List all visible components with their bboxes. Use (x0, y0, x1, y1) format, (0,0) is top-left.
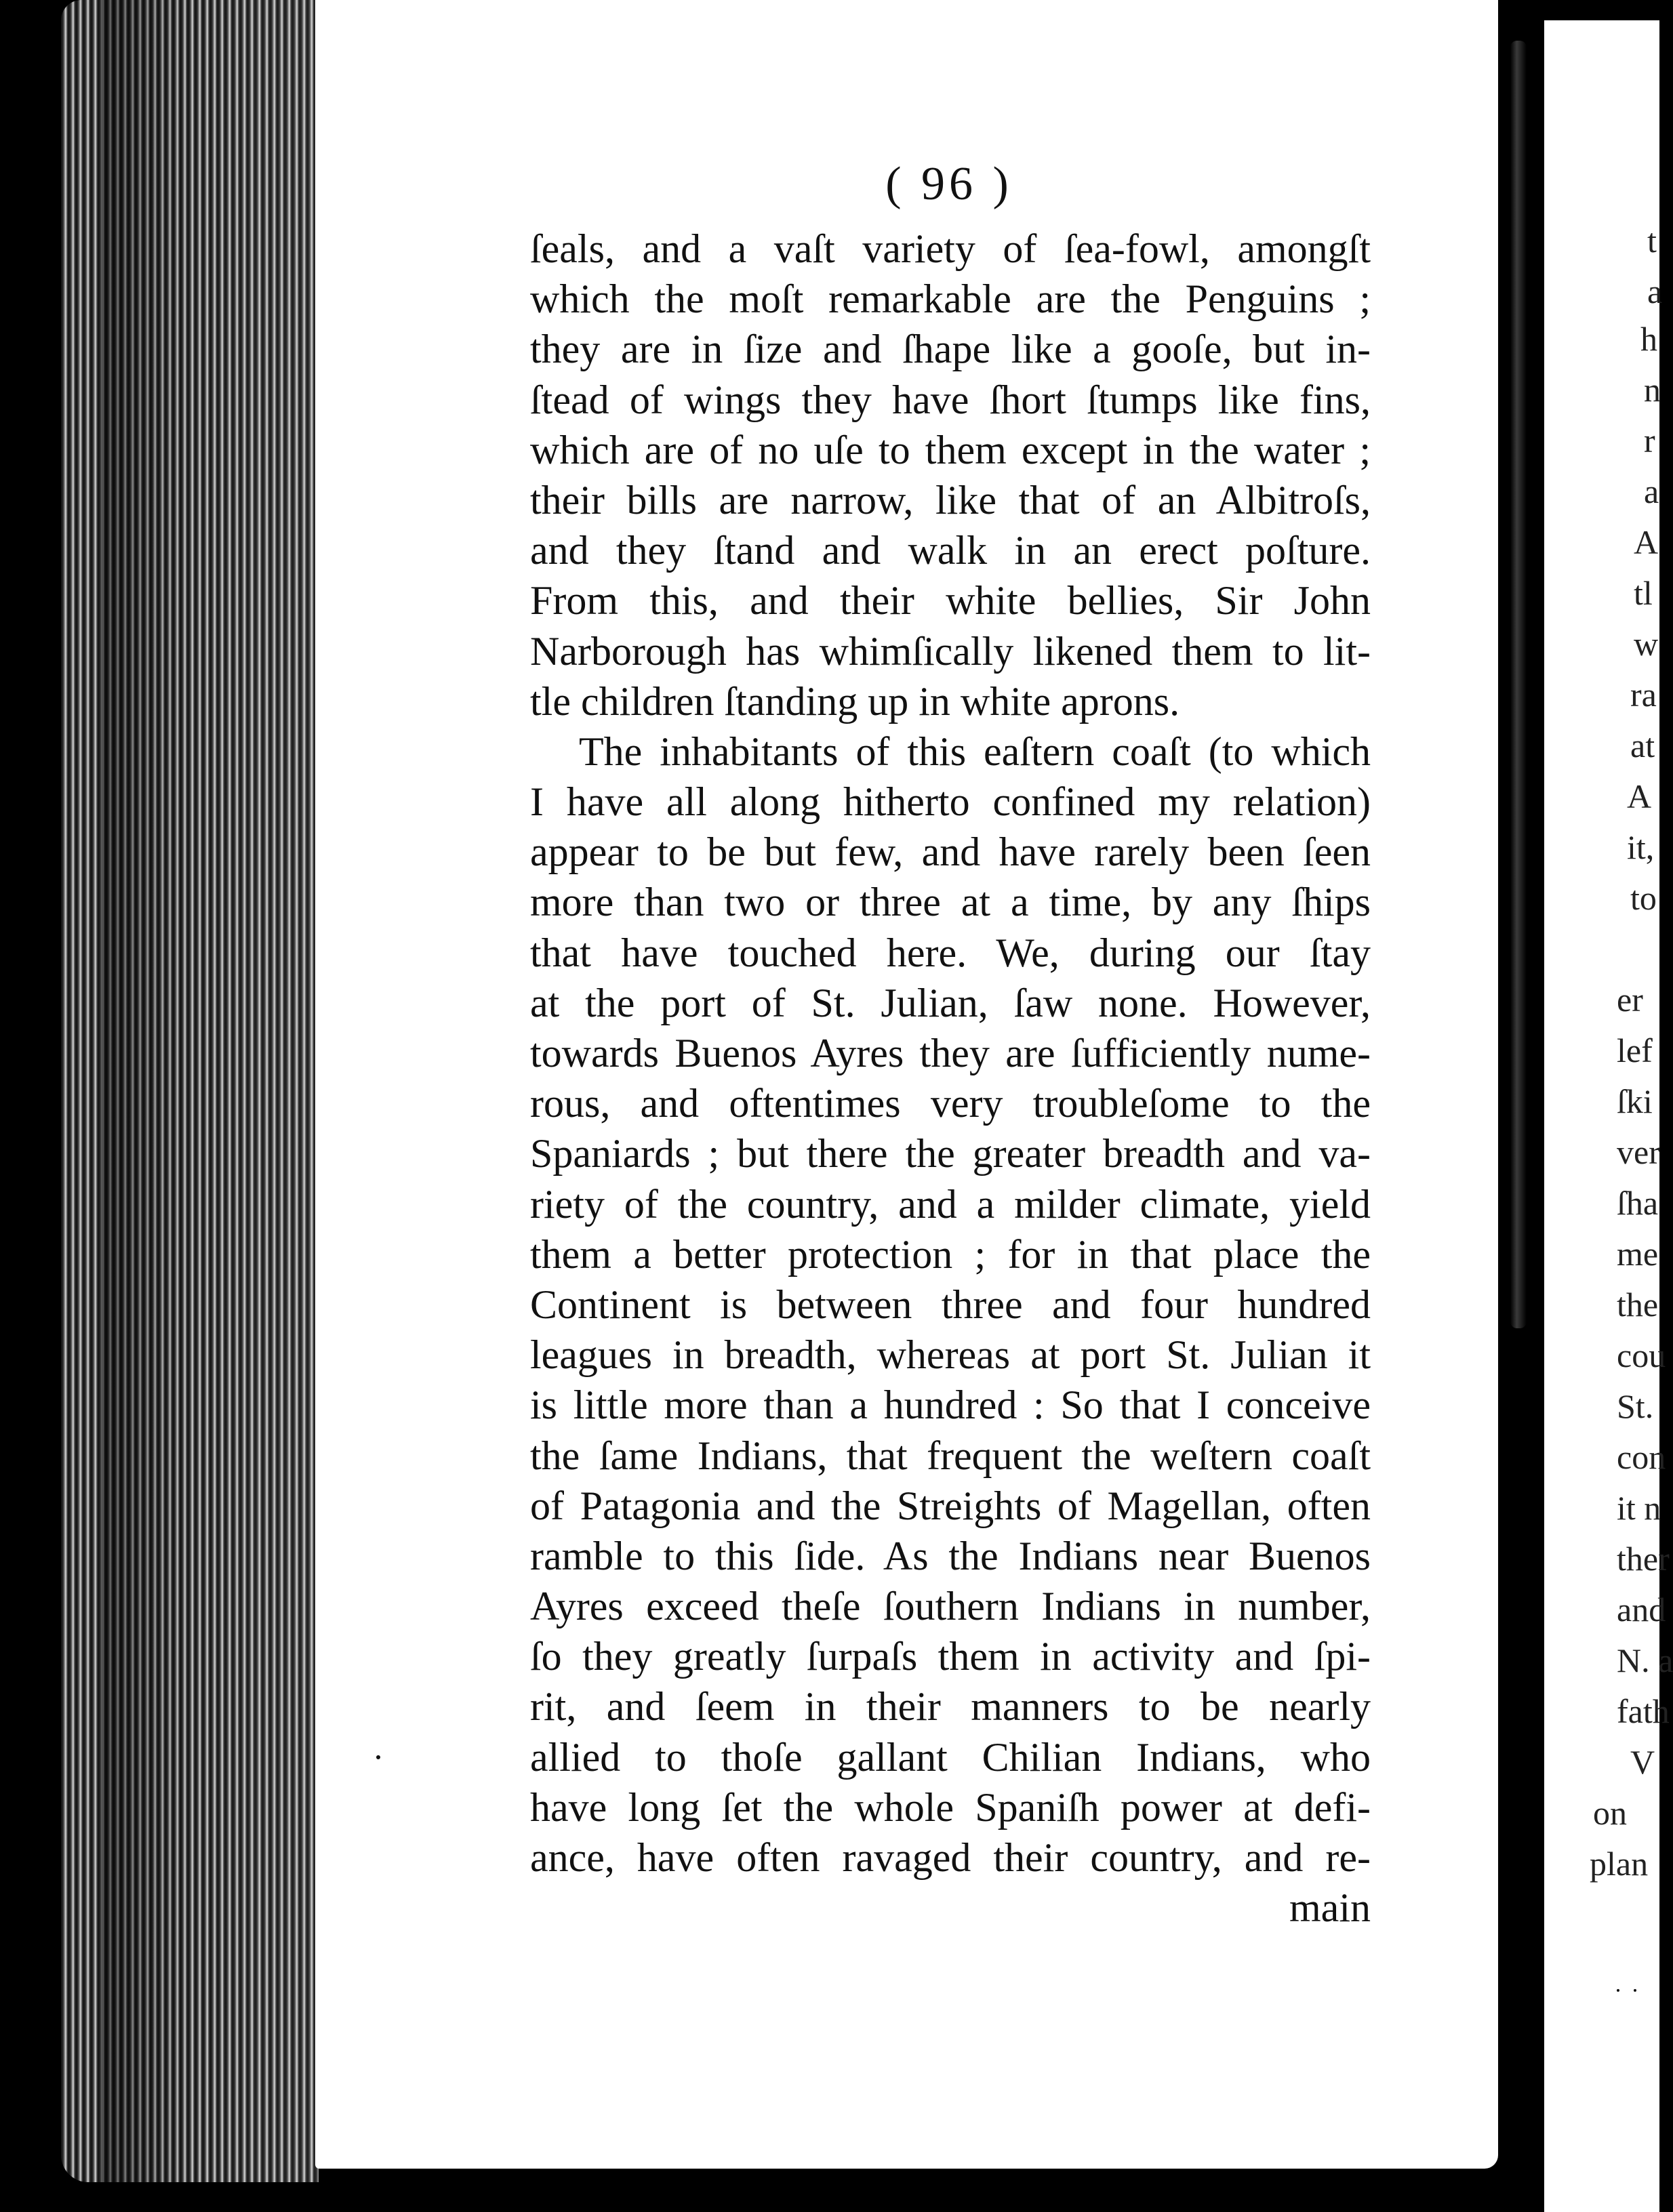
page-text (530, 224, 1371, 1933)
text-line: of Patagonia and the Streights of Magellan, often (530, 1483, 1371, 1528)
text-line: ance, have often ravaged their country, and re- (530, 1835, 1371, 1880)
text-line: From this, and their white bellies, Sir John (530, 578, 1371, 623)
facing-page-fragment: to (1630, 879, 1657, 917)
facing-page-fragment: the (1617, 1286, 1659, 1324)
text-line: allied to thoſe gallant Chilian Indians, who (530, 1734, 1371, 1780)
facing-page-fragment: lef (1617, 1031, 1653, 1069)
facing-page-fragment: V (1630, 1743, 1655, 1781)
facing-page-fragment: at (1630, 726, 1655, 764)
text-line: their bills are narrow, like that of an Albitroſs, (530, 477, 1371, 523)
text-line: main (1289, 1885, 1371, 1931)
text-line: Spaniards ; but there the greater breadth and va- (530, 1131, 1371, 1176)
text-line: Ayres exceed theſe ſouthern Indians in number, (530, 1584, 1371, 1629)
text-line: the ſame Indians, that frequent the weſtern coaſt (530, 1433, 1371, 1478)
facing-page-fragment: ſha (1617, 1184, 1659, 1222)
facing-page-fragment: St. (1617, 1387, 1654, 1425)
text-line: riety of the country, and a milder climate, yield (530, 1181, 1371, 1227)
facing-page-fragment: tl (1634, 574, 1653, 612)
text-line: have long ſet the whole Spaniſh power at defi- (530, 1784, 1371, 1830)
page-edges-shadow (102, 0, 319, 2182)
text-line: Narborough has whimſically likened them to lit- (530, 628, 1371, 674)
facing-page-fragment: h (1640, 320, 1657, 358)
text-line: rous, and oftentimes very troubleſome to the (530, 1081, 1371, 1126)
facing-page-fragment: A (1634, 523, 1659, 561)
text-line: at the port of St. Julian, ſaw none. However, (530, 980, 1371, 1025)
ink-speck (376, 1755, 380, 1759)
text-line: ſeals, and a vaſt variety of ſea-fowl, amongſt (530, 226, 1371, 271)
facing-page-fragment: r (1644, 422, 1655, 459)
text-line: Continent is between three and four hundred (530, 1282, 1371, 1327)
facing-page-fragment: er (1617, 981, 1643, 1019)
text-line: which are of no uſe to them except in the water ; (530, 427, 1371, 472)
binding-shine (1510, 41, 1527, 1328)
facing-page-fragment: cou (1617, 1336, 1666, 1374)
facing-page-fragment: plan (1590, 1845, 1649, 1883)
text-line: rit, and ſeem in their manners to be nearly (530, 1684, 1371, 1729)
facing-page-fragment: me (1617, 1235, 1659, 1273)
facing-page-fragment: ver (1617, 1133, 1660, 1171)
ink-speck (1634, 1989, 1636, 1992)
text-line: ſo they greatly ſurpaſs them in activity and ſpi- (530, 1634, 1371, 1679)
facing-page-fragment: A (1627, 777, 1652, 815)
text-line: that have touched here. We, during our ſtay (530, 930, 1371, 975)
text-line: more than two or three at a time, by any ſhips (530, 880, 1371, 925)
text-line: ramble to this ſide. As the Indians near Buenos (530, 1533, 1371, 1578)
facing-page-fragment: on (1593, 1794, 1627, 1832)
text-line: appear to be but few, and have rarely been ſeen (530, 830, 1371, 875)
facing-page-fragment: and (1617, 1591, 1666, 1629)
facing-page-fragment: it, (1627, 828, 1655, 866)
facing-page-fragment: a (1647, 272, 1663, 310)
facing-page-fragment: a (1644, 472, 1659, 510)
facing-page-fragment: n (1644, 371, 1661, 409)
text-line: and they ſtand and walk in an erect poſture. (530, 528, 1371, 573)
facing-page-fragment: t (1647, 222, 1657, 260)
text-line: tle children ſtanding up in white aprons. (530, 678, 1180, 724)
facing-page-fragment: it n (1617, 1489, 1661, 1527)
text-line: leagues in breadth, whereas at port St. Julian it (530, 1332, 1371, 1378)
facing-page-fragment: N. a (1617, 1641, 1673, 1679)
text-line: I have all along hitherto confined my relation) (530, 779, 1371, 825)
ink-speck (1617, 1989, 1619, 1992)
page-number-header: ( 96 ) (885, 158, 1013, 210)
text-line: is little more than a hundred : So that I conceive (530, 1382, 1371, 1428)
text-line: The inhabitants of this eaſtern coaſt (to which (579, 729, 1371, 774)
facing-page-fragment: w (1634, 625, 1659, 663)
facing-page-fragment: ſki (1617, 1082, 1653, 1120)
facing-page-fragment: con (1617, 1438, 1666, 1476)
facing-page-fragment: fath (1617, 1692, 1670, 1730)
text-line: towards Buenos Ayres they are ſufficiently nume- (530, 1031, 1371, 1076)
text-line: they are in ſize and ſhape like a gooſe, but in- (530, 327, 1371, 372)
text-line: ſtead of wings they have ſhort ſtumps like fins, (530, 377, 1371, 422)
facing-page-fragment: ther (1617, 1540, 1670, 1578)
text-line: which the moſt remarkable are the Penguins ; (530, 276, 1371, 322)
facing-page-fragment: ra (1630, 676, 1657, 714)
text-line: them a better protection ; for in that place the (530, 1231, 1371, 1277)
